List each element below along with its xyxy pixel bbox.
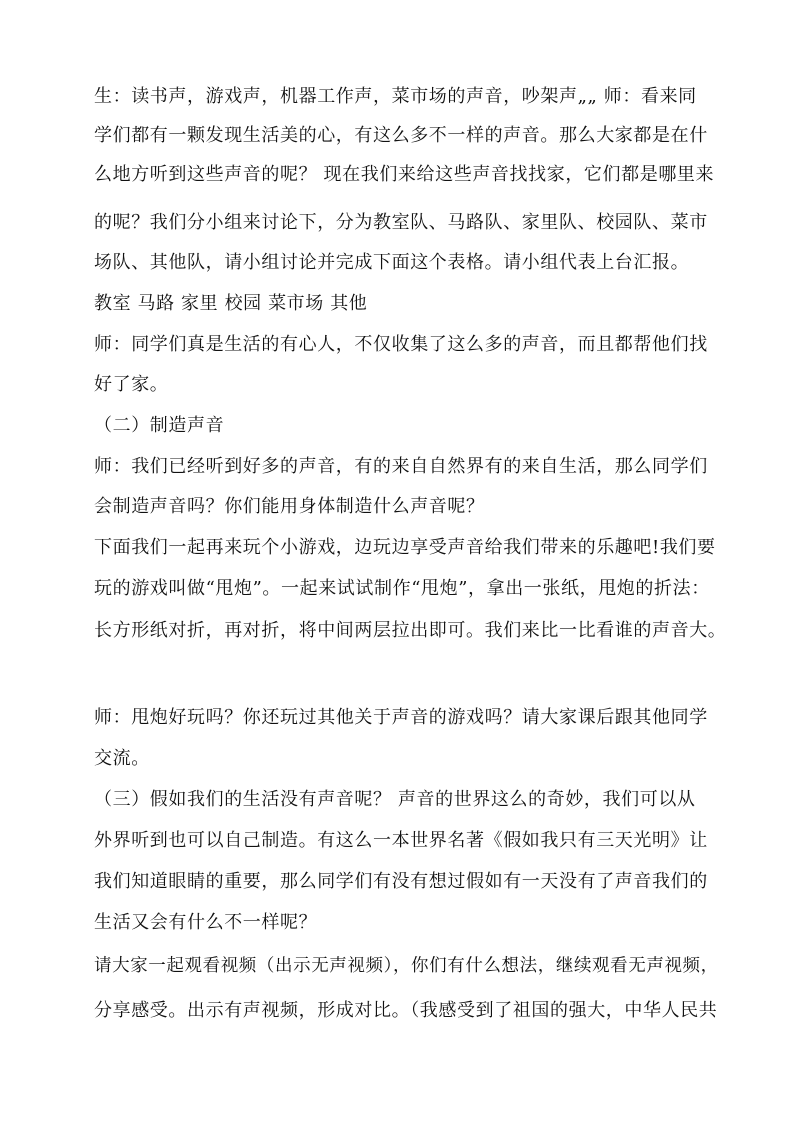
text-line: 师：我们已经听到好多的声音，有的来自自然界有的来自生活，那么同学们 (94, 456, 708, 477)
text-line: 好了家。 (94, 374, 169, 395)
text-line: 外界听到也可以自己制造。有这么一本世界名著《假如我只有三天光明》让 (94, 830, 708, 851)
text-line: 生活又会有什么不一样呢？ (94, 912, 318, 933)
text-line: 生：读书声，游戏声，机器工作声，菜市场的声音，吵架声„„ 师：看来同 (94, 86, 697, 107)
text-line: 师：甩炮好玩吗？你还玩过其他关于声音的游戏吗？请大家课后跟其他同学 (94, 707, 708, 728)
section-heading: （三）假如我们的生活没有声音呢？ 声音的世界这么的奇妙，我们可以从 (94, 789, 696, 810)
text-line: 师：同学们真是生活的有心人，不仅收集了这么多的声音，而且都帮他们找 (94, 334, 708, 355)
text-line: 学们都有一颗发现生活美的心，有这么多不一样的声音。那么大家都是在什 (94, 125, 708, 146)
text-line: 玩的游戏叫做“甩炮”。一起来试试制作“甩炮”，拿出一张纸，甩炮的折法： (94, 578, 710, 599)
text-line: 分享感受。出示有声视频，形成对比。（我感受到了祖国的强大，中华人民共 (94, 1000, 718, 1021)
text-line: 请大家一起观看视频（出示无声视频），你们有什么想法，继续观看无声视频， (94, 956, 719, 976)
text-line: 会制造声音吗？你们能用身体制造什么声音呢？ (94, 496, 485, 517)
text-line: 么地方听到这些声音的呢？ 现在我们来给这些声音找找家，它们都是哪里来 (94, 164, 715, 185)
text-line: 我们知道眼睛的重要，那么同学们有没有想过假如有一天没有了声音我们的 (94, 871, 708, 892)
category-list: 教室 马路 家里 校园 菜市场 其他 (94, 293, 368, 314)
text-line: 长方形纸对折，再对折，将中间两层拉出即可。我们来比一比看谁的声音大。 (94, 620, 727, 641)
text-line: 交流。 (94, 748, 150, 769)
text-line: 的呢？我们分小组来讨论下，分为教室队、马路队、家里队、校园队、菜市 (94, 212, 708, 233)
text-line: 场队、其他队，请小组讨论并完成下面这个表格。请小组代表上台汇报。 (94, 252, 690, 273)
text-line: 下面我们一起再来玩个小游戏，边玩边享受声音给我们带来的乐趣吧!我们要 (94, 537, 716, 558)
section-heading: （二）制造声音 (94, 415, 225, 436)
